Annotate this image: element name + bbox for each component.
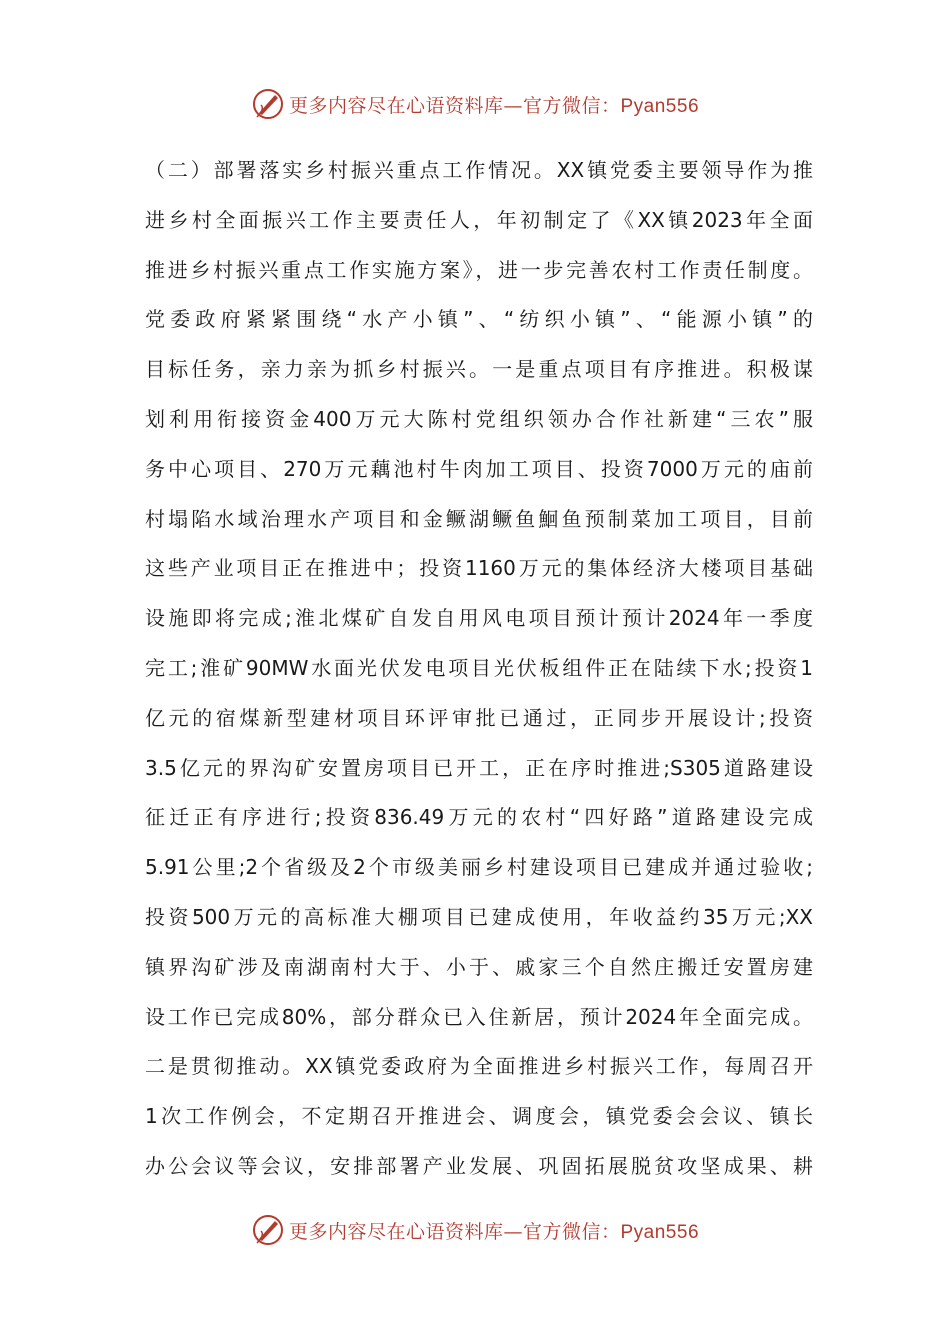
- body-line: 投资500万元的高标准大棚项目已建成使用，年收益约35万元;XX: [145, 904, 813, 929]
- banner-dash: —: [503, 94, 523, 117]
- body-line: 进乡村全面振兴工作主要责任人，年初制定了《XX镇2023年全面: [145, 207, 813, 232]
- body-line: 3.5亿元的界沟矿安置房项目已开工，正在序时推进;S305道路建设: [145, 755, 813, 780]
- body-line: 二是贯彻推动。XX镇党委政府为全面推进乡村振兴工作，每周召开: [145, 1054, 813, 1079]
- body-line: 推进乡村振兴重点工作实施方案》，进一步完善农村工作责任制度。: [145, 257, 813, 282]
- body-line: 1次工作例会，不定期召开推进会、调度会，镇党委会会议、镇长: [145, 1104, 813, 1129]
- body-line: 这些产业项目正在推进中；投资1160万元的集体经济大楼项目基础: [145, 556, 813, 581]
- body-line: 完工;淮矿90MW水面光伏发电项目光伏板组件正在陆续下水;投资1: [145, 655, 813, 680]
- banner-dash: —: [503, 1220, 523, 1243]
- banner-text: [289, 1217, 699, 1244]
- body-line: 征迁正有序进行;投资836.49万元的农村“四好路”道路建设完成: [145, 805, 813, 830]
- banner-text: [289, 91, 699, 118]
- body-line: 务中心项目、270万元藕池村牛肉加工项目、投资7000万元的庙前: [145, 456, 813, 481]
- body-line: 设工作已完成80%，部分群众已入住新居，预计2024年全面完成。: [145, 1004, 813, 1029]
- banner-wechat-id: Pyan556: [620, 1221, 700, 1243]
- body-line: 亿元的宿煤新型建材项目环评审批已通过，正同步开展设计;投资: [145, 705, 813, 730]
- document-body: [145, 146, 813, 1192]
- header-banner: [0, 84, 950, 124]
- body-line: 目标任务，亲力亲为抓乡村振兴。一是重点项目有序推进。积极谋: [145, 357, 813, 382]
- body-line: 办公会议等会议，安排部署产业发展、巩固拓展脱贫攻坚成果、耕: [145, 1153, 813, 1178]
- body-line: 设施即将完成;淮北煤矿自发自用风电项目预计预计2024年一季度: [145, 606, 813, 631]
- body-line: （二）部署落实乡村振兴重点工作情况。XX镇党委主要领导作为推: [145, 158, 813, 182]
- body-line: 划利用衔接资金400万元大陈村党组织领办合作社新建“三农”服: [145, 406, 813, 431]
- pen-logo-icon: [251, 1213, 285, 1247]
- body-line: 党委政府紧紧围绕“水产小镇”、“纺织小镇”、“能源小镇”的: [145, 307, 813, 332]
- banner-wechat-id: Pyan556: [620, 95, 700, 117]
- body-line: 村塌陷水域治理水产项目和金鳜湖鳜鱼鮰鱼预制菜加工项目，目前: [145, 506, 813, 531]
- banner-title: 更多内容尽在心语资料库: [288, 1220, 504, 1243]
- banner-title: 更多内容尽在心语资料库: [288, 94, 504, 117]
- banner-wechat-label: 官方微信：: [522, 94, 621, 117]
- banner-wechat-label: 官方微信：: [522, 1220, 621, 1243]
- body-line: 镇界沟矿涉及南湖南村大于、小于、戚家三个自然庄搬迁安置房建: [145, 954, 813, 979]
- body-line: 5.91公里;2个省级及2个市级美丽乡村建设项目已建成并通过验收;: [145, 855, 813, 880]
- footer-banner: [0, 1210, 950, 1250]
- pen-logo-icon: [251, 87, 285, 121]
